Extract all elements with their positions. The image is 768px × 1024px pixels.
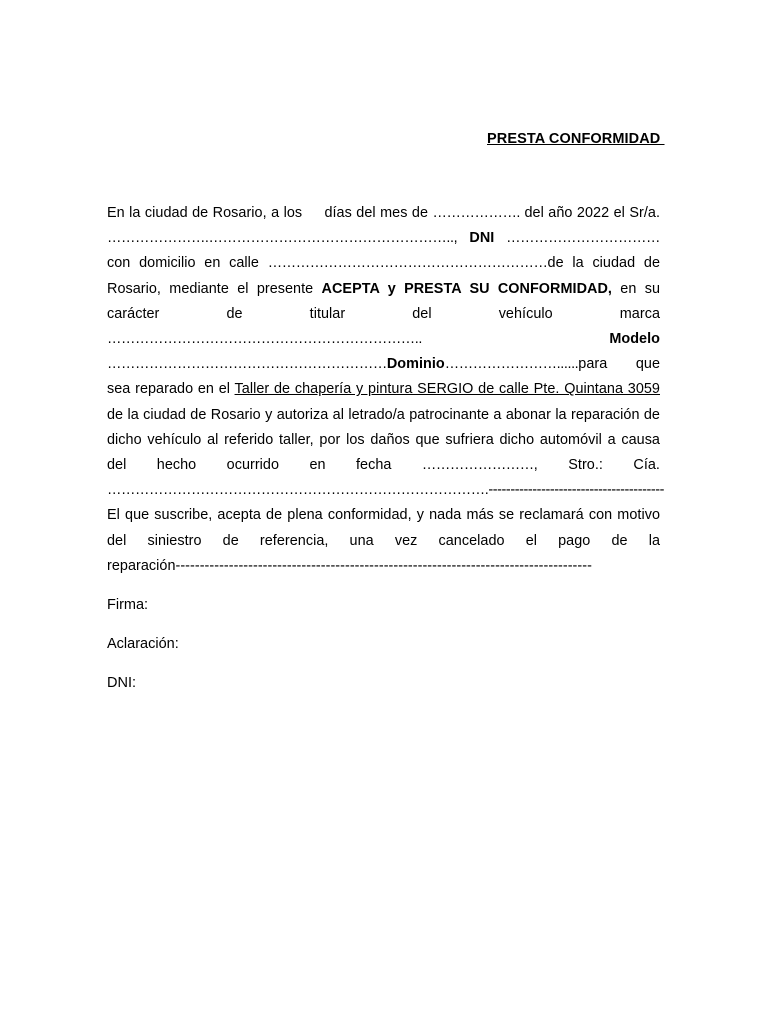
blank-company-dashes: ---------------------------------------- [488,482,665,499]
blank-dni: …………………………… [506,230,660,247]
text-autoriza: de la ciudad de Rosario y autoriza al letrado/a patrocinante a abonar la reparación de dicho vehículo al referido taller, por los daños que sufriera dicho automóvil a causa del hecho ocurrido en fecha [107,406,660,474]
document-body [107,201,665,579]
document-title: PRESTA CONFORMIDAD [487,131,665,147]
signature-label: Firma: [107,597,149,613]
dni-label: DNI: [107,675,136,691]
blank-company [107,482,664,498]
blank-name: ………………….…………………………………………….. [107,230,454,247]
blank-domain-periods: ...... [556,356,579,373]
blank-street: …………………………………………………… [267,255,548,272]
label-modelo: Modelo [609,331,660,348]
text-intro: En la ciudad de Rosario, a los [107,205,303,221]
blank-company-dots: ………………………………………………………………………. [107,482,489,499]
text-cia: Cía. [602,457,660,474]
text-dashes: -------------------------------------------------------------------------------------- [175,557,592,574]
blank-date: …………………… [421,457,534,474]
text-reparado: para que sea reparado en el [107,356,660,398]
paragraph-declaration [107,201,665,503]
text-domicilio: con domicilio en calle [107,255,268,272]
text-suscribe: El que suscribe, acepta de plena conformidad, y nada más se reclamará con motivo del siniestro de referencia, una vez cancelado el pago de la [107,507,660,549]
blank-domain [445,356,579,372]
text-comma: , [453,230,470,247]
text-year: del año 2022 el Sr/a. [520,205,660,221]
text-days: días del mes de [302,205,433,221]
text-acepta: ACEPTA y PRESTA SU CONFORMIDAD, [321,280,612,297]
label-dominio: Dominio [386,356,445,373]
text-reparacion-line [107,558,592,574]
text-space [494,230,506,246]
blank-model: …………………………………………………… [107,356,387,373]
blank-domain-dots: …………………… [444,356,557,373]
paragraph-conformity [107,503,660,579]
clarification-label: Aclaración: [107,636,179,652]
label-stro: Stro.: [568,457,603,474]
label-dni: DNI [469,230,495,247]
text-reparacion: reparación [107,557,176,574]
blank-month: ………………. [432,205,521,221]
blank-brand: ………………………………………………………….. [107,331,422,348]
text-titular: en su carácter de titular del vehículo marca [107,280,660,322]
text-space-2 [422,331,609,347]
text-comma-2: , [533,457,569,474]
text-city: de la ciudad de Rosario, mediante el presente [107,255,660,297]
text-taller: Taller de chapería y pintura SERGIO de calle Pte. Quintana 3059 [234,381,660,398]
